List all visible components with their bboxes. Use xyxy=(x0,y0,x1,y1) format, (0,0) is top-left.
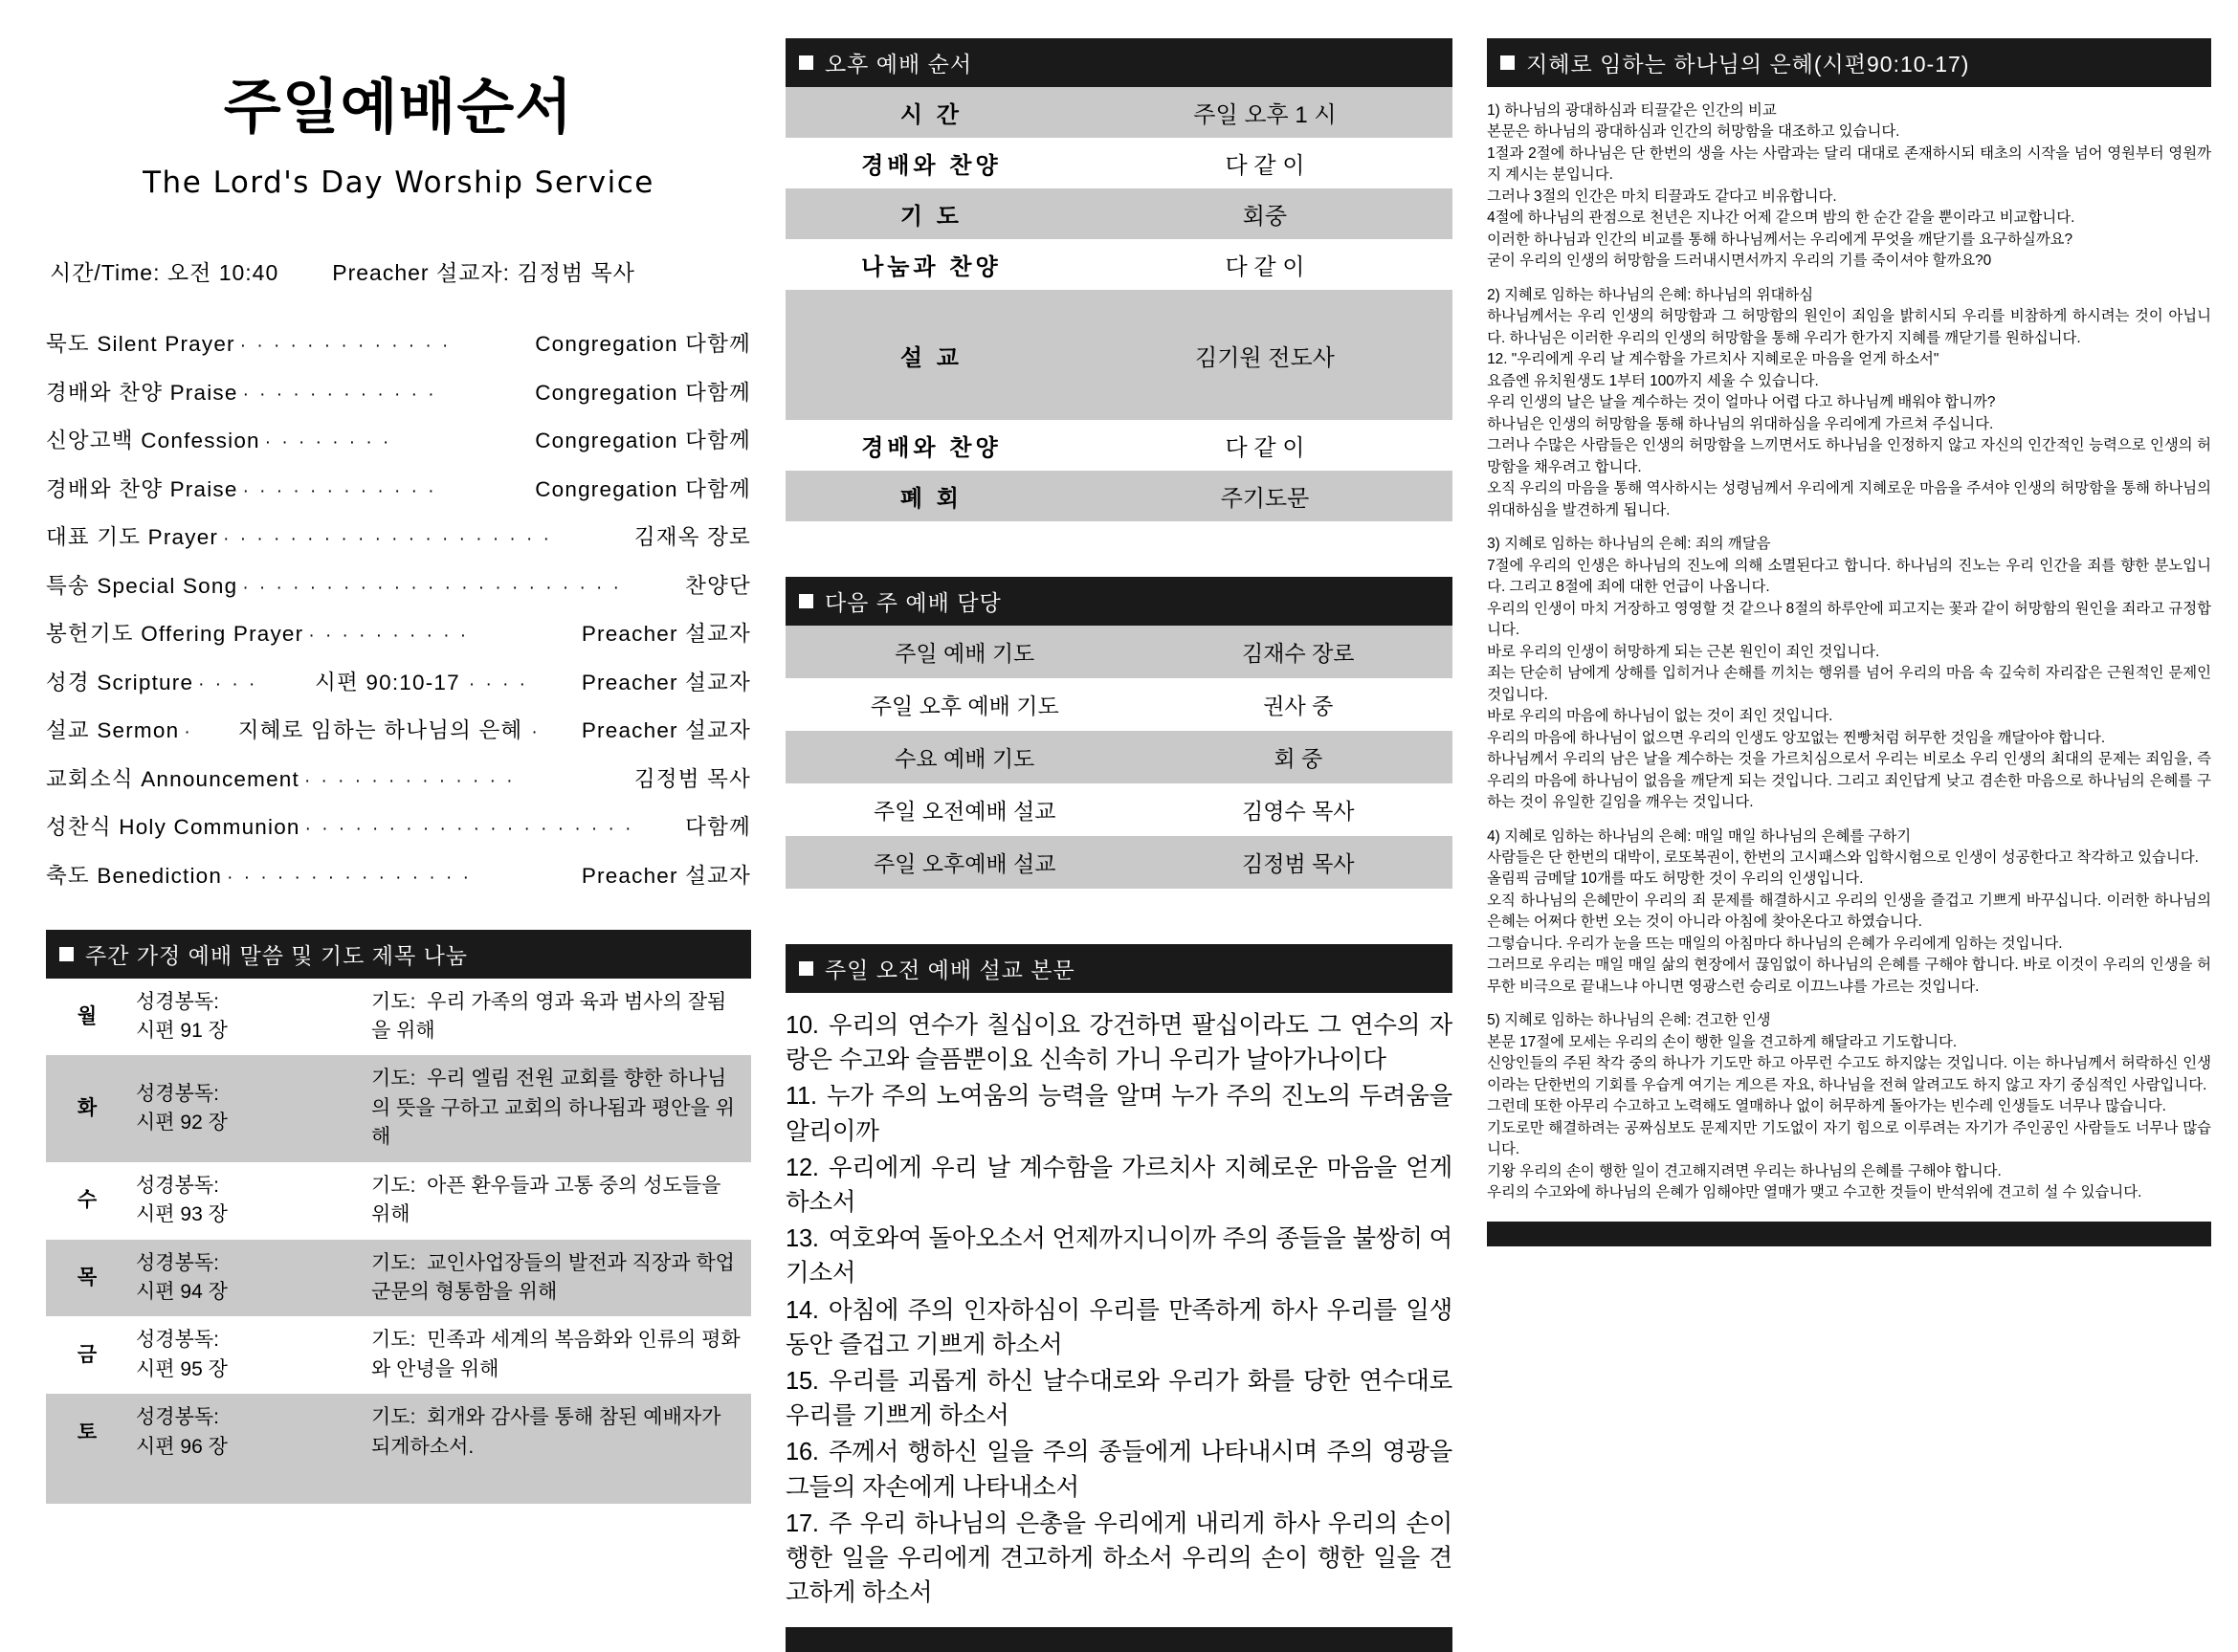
order-item-detail: 시편 90:10-17 xyxy=(315,670,460,694)
row-label: 나눔과 찬양 xyxy=(861,254,1002,280)
order-item xyxy=(46,762,751,793)
table-row xyxy=(46,979,751,1056)
order-item xyxy=(46,424,751,454)
sermon-text xyxy=(1487,100,2211,1204)
order-item-name: 특송 Special Song xyxy=(46,573,238,598)
sermon-paragraph: 그러나 3절의 인간은 마치 티끌과도 같다고 비유합니다. xyxy=(1487,187,1837,205)
dot-leader: · · · · · · · · · · · · xyxy=(242,480,437,501)
verse: 13. 여호와여 돌아오소서 언제까지니이까 주의 종들을 불쌍히 여기소서 xyxy=(785,1225,1453,1288)
dot-leader: · · · · · · · · xyxy=(264,432,392,452)
day-cell: 월 xyxy=(77,1004,98,1027)
sermon-paragraph: 사람들은 단 한번의 대박이, 로또복권이, 한번의 고시패스와 입학시험으로 인생이 성공한다고 착각하고 있습니다. xyxy=(1487,848,2199,866)
row-label: 주일 예배 기도 xyxy=(786,626,1144,678)
order-item-name: 성경 Scripture xyxy=(46,670,194,694)
sermon-paragraph: 그런데 또한 아무리 수고하고 노력해도 열매하나 없이 허무하게 돌아가는 빈수레 인생들도 너무나 많습니다. xyxy=(1487,1098,2166,1115)
sermon-paragraph: 기왕 우리의 손이 행한 일이 견고해지려면 우리는 하나님의 은혜를 구해야 합니다. xyxy=(1487,1162,2002,1179)
day-cell: 목 xyxy=(46,1240,128,1317)
order-item-person: Congregation 다함께 xyxy=(535,380,751,405)
dot-leader: · · · · · · · · · · · · · · · · · · · · · · · xyxy=(242,577,622,598)
row-value: 김정범 목사 xyxy=(1143,836,1452,889)
order-item-person: Preacher 설교자 xyxy=(581,670,751,694)
order-item xyxy=(46,520,751,551)
verse: 11. 누가 주의 노여움의 능력을 알며 누가 주의 진노의 두려움을 알리이까 xyxy=(785,1083,1453,1145)
verse: 10. 우리의 연수가 칠십이요 강건하면 팔십이라도 그 연수의 자랑은 수고와 슬픔뿐이요 신속히 가니 우리가 날아가나이다 xyxy=(785,1012,1453,1074)
dot-leader: · xyxy=(184,722,193,742)
afternoon-service-heading xyxy=(786,38,1452,87)
dot-leader: · · · · · · · · · · · · · xyxy=(239,336,452,356)
sermon-paragraph: 이러한 하나님과 인간의 비교를 통해 하나님께서는 우리에게 무엇을 깨닫기를 요구하실까요? xyxy=(1487,231,2073,248)
verse: 14. 아침에 주의 인자하심이 우리를 만족하게 하사 우리를 일생 동안 즐겁고 기쁘게 하소서 xyxy=(785,1296,1453,1358)
order-item-person: 다함께 xyxy=(685,815,751,839)
order-item-person: Preacher 설교자 xyxy=(581,622,751,646)
sermon-paragraph: 본문 17절에 모세는 우리의 손이 행한 일을 견고하게 해달라고 기도합니다. xyxy=(1487,1033,1958,1050)
sermon-paragraph: 그렇습니다. 우리가 눈을 뜨는 매일의 아침마다 하나님의 은혜가 우리에게 임하는 것입니다. xyxy=(1487,935,2063,952)
scripture-heading-label: 주일 오전 예배 설교 본문 xyxy=(824,958,1075,982)
table-row xyxy=(786,731,1452,783)
row-label: 주일 오후예배 설교 xyxy=(786,836,1144,889)
footer-band-middle xyxy=(786,1627,1452,1652)
reading-cell: 성경봉독: 시편 93 장 xyxy=(136,1174,228,1226)
dot-leader: · · · · xyxy=(198,673,258,694)
row-value: 김재수 장로 xyxy=(1143,626,1452,678)
row-value: 다 같 이 xyxy=(1225,254,1305,280)
table-row xyxy=(786,836,1452,889)
sermon-paragraph: 1절과 2절에 하나님은 단 한번의 생을 사는 사람과는 달리 대대로 존재하시되 태초의 시작을 넘어 영원부터 영원까지 계시는 분입니다. xyxy=(1487,144,2211,184)
dot-leader: · · · · xyxy=(468,673,529,694)
service-meta xyxy=(50,255,751,287)
table-row xyxy=(786,471,1452,521)
verse: 17. 주 우리 하나님의 은총을 우리에게 내리게 하사 우리의 손이 행한 일을 우리에게 견고하게 하소서 우리의 손이 행한 일을 견고하게 하소서 xyxy=(785,1509,1453,1607)
dot-leader: · · · · · · · · · · · · · · · · · · · · xyxy=(223,529,552,549)
order-item-name: 축도 Benediction xyxy=(46,863,223,888)
family-worship-table xyxy=(46,979,751,1472)
order-item-name: 봉헌기도 Offering Prayer xyxy=(46,622,304,646)
table-row xyxy=(786,420,1452,471)
sermon-paragraph: 요즘엔 유치원생도 1부터 100까지 세울 수 있습니다. xyxy=(1487,372,1819,389)
sermon-paragraph: 바로 우리의 인생이 허망하게 되는 근본 원인이 죄인 것입니다. xyxy=(1487,643,1880,660)
day-cell: 토 xyxy=(46,1394,128,1471)
middle-column xyxy=(785,38,1453,1607)
prayer-cell: 기도: 회개와 감사를 통해 참된 예배자가 되게하소서. xyxy=(364,1394,751,1471)
dot-leader: · xyxy=(531,722,541,742)
row-label: 폐 회 xyxy=(786,471,1077,521)
order-item-name: 경배와 찬양 Praise xyxy=(46,476,238,501)
reading-cell: 성경봉독: 시편 95 장 xyxy=(136,1329,228,1380)
order-item-name: 교회소식 Announcement xyxy=(46,766,299,791)
sermon-paragraph: 3) 지혜로 임하는 하나님의 은혜: 죄의 깨달음 xyxy=(1487,536,1771,553)
sermon-paragraph: 본문은 하나님의 광대하심과 인간의 허망함을 대조하고 있습니다. xyxy=(1487,123,1900,141)
table-row xyxy=(46,1316,751,1394)
dot-leader: · · · · · · · · · · · · · xyxy=(303,770,516,791)
table-row xyxy=(46,1055,751,1161)
table-row xyxy=(786,783,1452,836)
row-label: 시 간 xyxy=(786,87,1077,138)
sermon-paragraph: 우리 인생의 날은 날을 계수하는 것이 얼마나 어렵 다고 하나님께 배워야 합니까? xyxy=(1487,394,1996,411)
right-column xyxy=(1487,38,2211,1553)
order-item-person: Congregation 다함께 xyxy=(535,429,751,452)
table-row xyxy=(786,87,1452,138)
reading-cell: 성경봉독: 시편 91 장 xyxy=(136,990,228,1042)
row-label: 경배와 찬양 xyxy=(861,435,1002,461)
day-cell: 수 xyxy=(77,1188,98,1211)
order-item xyxy=(46,569,751,600)
row-value: 주일 오후 1 시 xyxy=(1077,87,1452,138)
dot-leader: · · · · · · · · · · · · xyxy=(242,384,437,405)
order-item-name: 성찬식 Holy Communion xyxy=(46,815,300,839)
page-title: 주일예배순서 xyxy=(223,72,574,142)
sermon-paragraph: 4) 지혜로 임하는 하나님의 은혜: 매일 매일 하나님의 은혜를 구하기 xyxy=(1487,827,1912,845)
table-row xyxy=(786,678,1452,731)
afternoon-service-heading-label: 오후 예배 순서 xyxy=(824,52,973,77)
order-item xyxy=(46,859,751,890)
sermon-paragraph: 신앙인들의 주된 착각 중의 하나가 기도만 하고 아무런 수고도 하지않는 것입니다. 이는 하나님께서 허락하신 인생이라는 단한번의 기회를 우습게 여기는 게으른 자요, 하나님을 전혀 알려고도 하지 않고 자기 중심적인 사람입니다. xyxy=(1487,1055,2211,1093)
left-column xyxy=(27,38,751,1553)
sermon-paragraph: 하나님께서는 우리 인생의 허망함과 그 허망함의 원인이 죄임을 밝히시되 우리를 비참하게 하시려는 것이 아닙니다. 하나님은 이러한 우리의 인생의 허망함을 통해 우리가 한가지 지혜를 깨닫기를 원하십니다. xyxy=(1487,308,2211,346)
order-item-person: 찬양단 xyxy=(685,573,751,598)
dot-leader: · · · · · · · · · · xyxy=(308,626,470,646)
sermon-paragraph: 굳이 우리의 인생의 허망함을 드러내시면서까지 우리의 기를 죽이셔야 할까요?0 xyxy=(1487,253,1992,270)
order-item-name: 대표 기도 Prayer xyxy=(46,525,219,549)
family-worship-heading xyxy=(46,930,751,979)
order-item-person: Preacher 설교자 xyxy=(581,718,751,742)
row-value: 다 같 이 xyxy=(1225,435,1305,461)
order-item-person: 김재옥 장로 xyxy=(633,525,751,549)
row-label: 주일 오후 예배 기도 xyxy=(870,694,1059,718)
row-value: 김기원 전도사 xyxy=(1077,290,1452,420)
sermon-paragraph: 올림픽 금메달 10개를 따도 허망한 것이 우리의 인생입니다. xyxy=(1487,870,1864,888)
prayer-cell: 기도: 교인사업장들의 발전과 직장과 학업 군문의 형통함을 위해 xyxy=(364,1240,751,1317)
dot-leader: · · · · · · · · · · · · · · · xyxy=(227,867,472,888)
sermon-paragraph: 그러나 수많은 사람들은 인생의 허망함을 느끼면서도 하나님을 인정하지 않고 자신의 인간적인 능력으로 인생의 허망함을 채우려고 합니다. xyxy=(1487,437,2211,475)
order-item-name: 경배와 찬양 Praise xyxy=(46,380,238,405)
order-item-name: 신앙고백 Confession xyxy=(46,429,260,452)
row-value: 김영수 목사 xyxy=(1242,799,1355,824)
prayer-cell: 기도: 아픈 환우들과 고통 중의 성도들을 위해 xyxy=(371,1174,721,1226)
row-label: 기 도 xyxy=(786,188,1077,239)
table-row xyxy=(46,1394,751,1471)
sermon-paragraph: 1) 하나님의 광대하심과 티끌같은 인간의 비교 xyxy=(1487,102,1777,119)
spacer xyxy=(786,889,1452,944)
row-label: 설 교 xyxy=(786,290,1077,420)
table-row xyxy=(786,188,1452,239)
worship-order-list xyxy=(46,327,751,890)
next-week-heading-label: 다음 주 예배 담당 xyxy=(824,590,1002,615)
order-item-name: 묵도 Silent Prayer xyxy=(46,332,235,356)
bullet-square-icon xyxy=(59,947,74,961)
sermon-paragraph: 12. "우리에게 우리 날 계수함을 가르치사 지혜로운 마음을 얻게 하소서" xyxy=(1487,351,1939,368)
footer-band-right xyxy=(1487,1222,2211,1246)
table-row xyxy=(786,138,1452,188)
scripture-heading xyxy=(786,944,1452,993)
page-subtitle: The Lord's Day Worship Service xyxy=(143,165,654,200)
table-row xyxy=(786,626,1452,678)
order-item-person: Congregation 다함께 xyxy=(535,476,751,501)
row-value: 권사 중 xyxy=(1263,694,1334,718)
sermon-paragraph: 2) 지혜로 임하는 하나님의 은혜: 하나님의 위대하심 xyxy=(1487,286,1814,303)
prayer-cell: 기도: 우리 가족의 영과 육과 범사의 잘됨을 위해 xyxy=(371,990,727,1042)
row-label: 주일 오전예배 설교 xyxy=(873,799,1056,824)
sermon-paragraph: 우리의 인생이 마치 거장하고 영영할 것 같으나 8절의 하루안에 피고지는 꽃과 같이 허망함의 원인을 죄라고 규정합니다. xyxy=(1487,600,2211,639)
sermon-paragraph: 우리의 수고와에 하나님의 은혜가 임해야만 열매가 맺고 수고한 것들이 반석위에 견고히 설 수 있습니다. xyxy=(1487,1184,2142,1201)
sermon-paragraph: 오직 하나님의 은혜만이 우리의 죄 문제를 해결하시고 우리의 인생을 즐겁고 기쁘게 바꾸십니다. 이러한 하나님의 은혜는 어쩌다 한번 오는 것이 아니라 아침에 찾아온다고 하였습니다. xyxy=(1487,892,2211,931)
order-item xyxy=(46,327,751,358)
reading-cell: 성경봉독: 시편 94 장 xyxy=(128,1240,364,1317)
next-week-table xyxy=(786,626,1452,889)
bullet-square-icon xyxy=(799,594,813,608)
order-item xyxy=(46,666,751,696)
sermon-paragraph: 그러므로 우리는 매일 매일 삶의 현장에서 끊임없이 하나님의 은혜를 구해야 합니다. 바로 이것이 우리의 인생을 허무한 비극으로 끝내느냐 아니면 영광스런 승리로 이끄느냐를 가르는 것입니다. xyxy=(1487,957,2211,995)
sermon-paragraph: 바로 우리의 마음에 하나님이 없는 것이 죄인 것입니다. xyxy=(1487,708,1833,725)
day-cell: 화 xyxy=(46,1055,128,1161)
order-item xyxy=(46,473,751,503)
scripture-text xyxy=(786,1008,1452,1610)
service-time: 시간/Time: 오전 10:40 xyxy=(50,260,279,285)
prayer-cell: 기도: 우리 엘림 전원 교회를 향한 하나님의 뜻을 구하고 교회의 하나됨과 평안을 위해 xyxy=(364,1055,751,1161)
row-value: 회 중 xyxy=(1143,731,1452,783)
bullet-square-icon xyxy=(799,961,813,976)
sermon-paragraph: 우리의 마음에 하나님이 없으면 우리의 인생도 앙꼬없는 찐빵처럼 허무한 것임을 깨달아야 합니다. xyxy=(1487,729,2106,746)
verse: 12. 우리에게 우리 날 계수함을 가르치사 지혜로운 마음을 얻게 하소서 xyxy=(785,1154,1453,1217)
sermon-paragraph: 죄는 단순히 남에게 상해를 입히거나 손해를 끼치는 행위를 넘어 우리의 마음 속 깊숙히 자리잡은 근원적인 문제인 것입니다. xyxy=(1487,665,2211,703)
spacer xyxy=(786,521,1452,577)
afternoon-service-table xyxy=(786,87,1452,521)
reading-cell: 성경봉독: 시편 96 장 xyxy=(128,1394,364,1471)
order-item xyxy=(46,617,751,648)
table-row xyxy=(786,290,1452,420)
next-week-heading xyxy=(786,577,1452,626)
table-row xyxy=(46,1162,751,1240)
service-preacher: Preacher 설교자: 김정범 목사 xyxy=(332,260,635,285)
dot-leader: · · · · · · · · · · · · · · · · · · · · xyxy=(304,819,634,839)
order-item-person: Congregation 다함께 xyxy=(535,332,751,356)
order-item xyxy=(46,714,751,744)
row-value: 주기도문 xyxy=(1077,471,1452,521)
sermon-paragraph: 4절에 하나님의 관점으로 천년은 지나간 어제 같으며 밤의 한 순간 같을 뿐이라고 비교합니다. xyxy=(1487,209,2075,227)
sermon-paragraph: 하나님은 인생의 허망함을 통해 하나님의 위대하심을 우리에게 가르쳐 주십니다. xyxy=(1487,415,1994,432)
row-label: 경배와 찬양 xyxy=(861,153,1002,179)
bullet-square-icon xyxy=(1500,55,1515,70)
order-item xyxy=(46,810,751,841)
sermon-paragraph: 하나님께서 우리의 남은 날을 계수하는 것을 가르치심으로서 우리는 비로소 우리 인생의 최대의 문제는 죄임을, 즉 우리의 마음에 하나님이 없음을 깨닫게 되는 것입니다. 그리고 죄인답게 낮고 겸손한 마음으로 하나님의 은혜를 구하는 것이 유일한 길임을 깨우는 것입니다. xyxy=(1487,751,2211,811)
row-label: 수요 예배 기도 xyxy=(786,731,1144,783)
sermon-paragraph: 오직 우리의 마음을 통해 역사하시는 성령님께서 우리에게 지혜로운 마음을 주셔야 인생의 허망함을 통해 하나님의 위대하심을 발견하게 됩니다. xyxy=(1487,480,2211,518)
footer-band-left xyxy=(46,1471,751,1504)
row-value: 다 같 이 xyxy=(1225,153,1305,179)
order-item-name: 설교 Sermon xyxy=(46,718,180,742)
row-value: 회중 xyxy=(1077,188,1452,239)
prayer-cell: 기도: 민족과 세계의 복음화와 인류의 평화와 안녕을 위해 xyxy=(371,1329,741,1380)
reading-cell: 성경봉독: 시편 92 장 xyxy=(128,1055,364,1161)
table-row xyxy=(786,239,1452,290)
family-worship-heading-label: 주간 가정 예배 말씀 및 기도 제목 나눔 xyxy=(85,942,469,968)
verse: 15. 우리를 괴롭게 하신 날수대로와 우리가 화를 당한 연수대로 우리를 기쁘게 하소서 xyxy=(785,1368,1453,1430)
order-item-person: 김정범 목사 xyxy=(633,766,751,791)
bullet-square-icon xyxy=(799,55,813,70)
order-item-detail: 지혜로 임하는 하나님의 은혜 xyxy=(237,718,523,742)
sermon-paragraph: 기도로만 해결하려는 공짜심보도 문제지만 기도없이 자기 힘으로 이루려는 자기가 주인공인 사람들도 너무나 많습니다. xyxy=(1487,1119,2211,1158)
day-cell: 금 xyxy=(77,1343,98,1366)
sermon-heading-label: 지혜로 임하는 하나님의 은혜(시편90:10-17) xyxy=(1526,52,1970,77)
order-item-person: Preacher 설교자 xyxy=(581,863,751,888)
sermon-heading xyxy=(1487,38,2211,87)
sermon-paragraph: 7절에 우리의 인생은 하나님의 진노에 의해 소멸된다고 합니다. 하나님의 진노는 우리 인간을 죄를 향한 분노입니다. 그리고 8절에 죄에 대한 언급이 나옵니다. xyxy=(1487,557,2211,596)
table-row xyxy=(46,1240,751,1317)
family-worship-section xyxy=(46,930,751,1505)
sermon-paragraph: 5) 지혜로 임하는 하나님의 은혜: 견고한 인생 xyxy=(1487,1012,1771,1029)
verse: 16. 주께서 행하신 일을 주의 종들에게 나타내시며 주의 영광을 그들의 자손에게 나타내소서 xyxy=(785,1439,1453,1501)
order-item xyxy=(46,376,751,407)
